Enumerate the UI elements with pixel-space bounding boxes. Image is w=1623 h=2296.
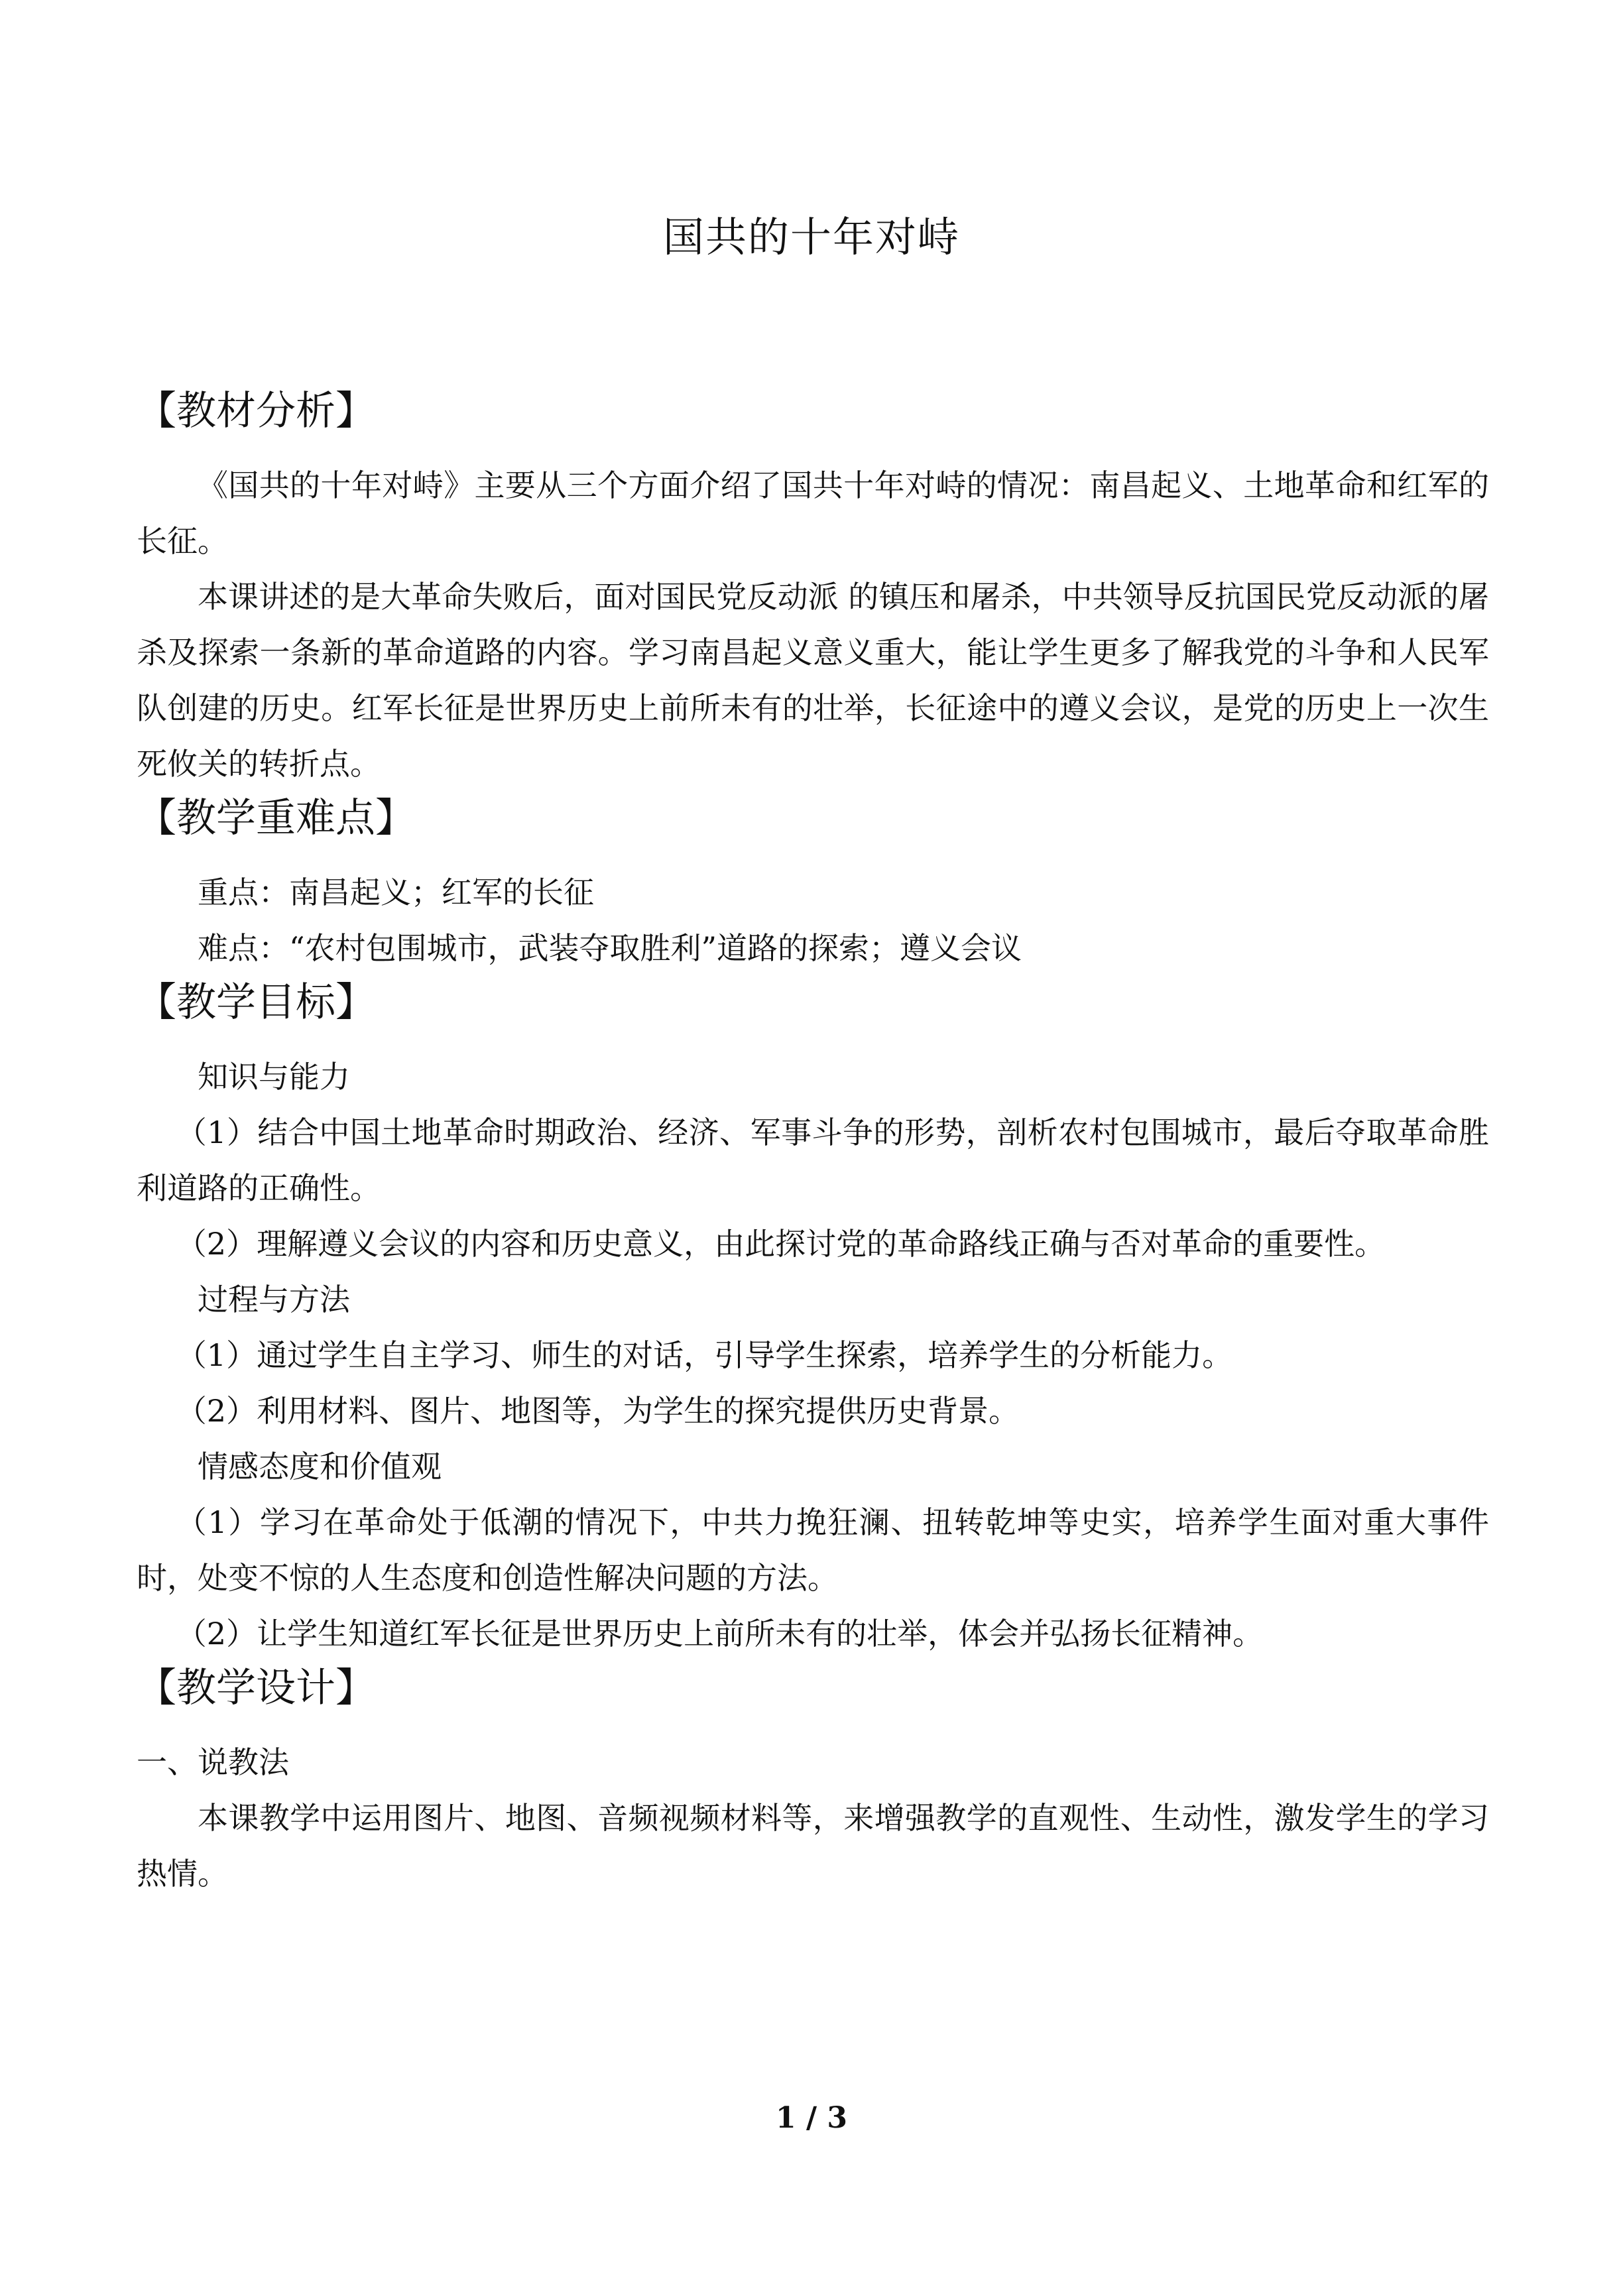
section-heading-design: 【教学设计】 <box>137 1665 375 1711</box>
goal-knowledge-2: （2）理解遵义会议的内容和历史意义，由此探讨党的革命路线正确与否对革命的重要性。 <box>176 1226 1386 1262</box>
analysis-paragraph-2: 本课讲述的是大革命失败后，面对国民党反动派 的镇压和屠杀，中共领导反抗国民党反动派的屠杀及探索一条新的革命道路的内容。学习南昌起义意义重大，能让学生更多了解我党的斗争和人民军队创建的历史。红军长征是世界历史上前所未有的壮举，长征途中的遵义会议，是党的历史上一次生死攸关的转折点。 <box>137 579 1489 782</box>
goal-emotion-1: （1）学习在革命处于低潮的情况下，中共力挽狂澜、扭转乾坤等史实，培养学生面对重大事件时，处变不惊的人生态度和创造性解决问题的方法。 <box>137 1504 1489 1596</box>
goal-knowledge-1: （1）结合中国土地革命时期政治、经济、军事斗争的形势，剖析农村包围城市，最后夺取革命胜利道路的正确性。 <box>137 1115 1489 1206</box>
page-title: 国共的十年对峙 <box>662 213 960 261</box>
section-heading-analysis: 【教材分析】 <box>137 388 375 434</box>
goal-knowledge-title: 知识与能力 <box>198 1059 350 1095</box>
section-heading-goals: 【教学目标】 <box>137 979 375 1026</box>
section-heading-keypoints: 【教学重难点】 <box>137 795 415 841</box>
document-body <box>137 385 1489 1902</box>
key-point: 重点：南昌起义；红军的长征 <box>198 875 594 910</box>
analysis-paragraph-1: 《国共的十年对峙》主要从三个方面介绍了国共十年对峙的情况：南昌起义、土地革命和红军的长征。 <box>137 467 1489 559</box>
goal-emotion-title: 情感态度和价值观 <box>198 1449 442 1484</box>
goal-process-2: （2）利用材料、图片、地图等，为学生的探究提供历史背景。 <box>176 1393 1020 1429</box>
goal-process-1: （1）通过学生自主学习、师生的对话，引导学生探索，培养学生的分析能力。 <box>176 1337 1233 1373</box>
goal-process-title: 过程与方法 <box>198 1282 350 1317</box>
design-paragraph-1: 本课教学中运用图片、地图、音频视频材料等，来增强教学的直观性、生动性，激发学生的学习热情。 <box>137 1800 1489 1892</box>
design-subheading-1: 一、说教法 <box>137 1744 289 1780</box>
goal-emotion-2: （2）让学生知道红军长征是世界历史上前所未有的壮举，体会并弘扬长征精神。 <box>176 1616 1264 1652</box>
difficult-point: 难点：“农村包围城市，武装夺取胜利”道路的探索；遵义会议 <box>198 930 1022 966</box>
page-number: 1 / 3 <box>776 2101 847 2135</box>
